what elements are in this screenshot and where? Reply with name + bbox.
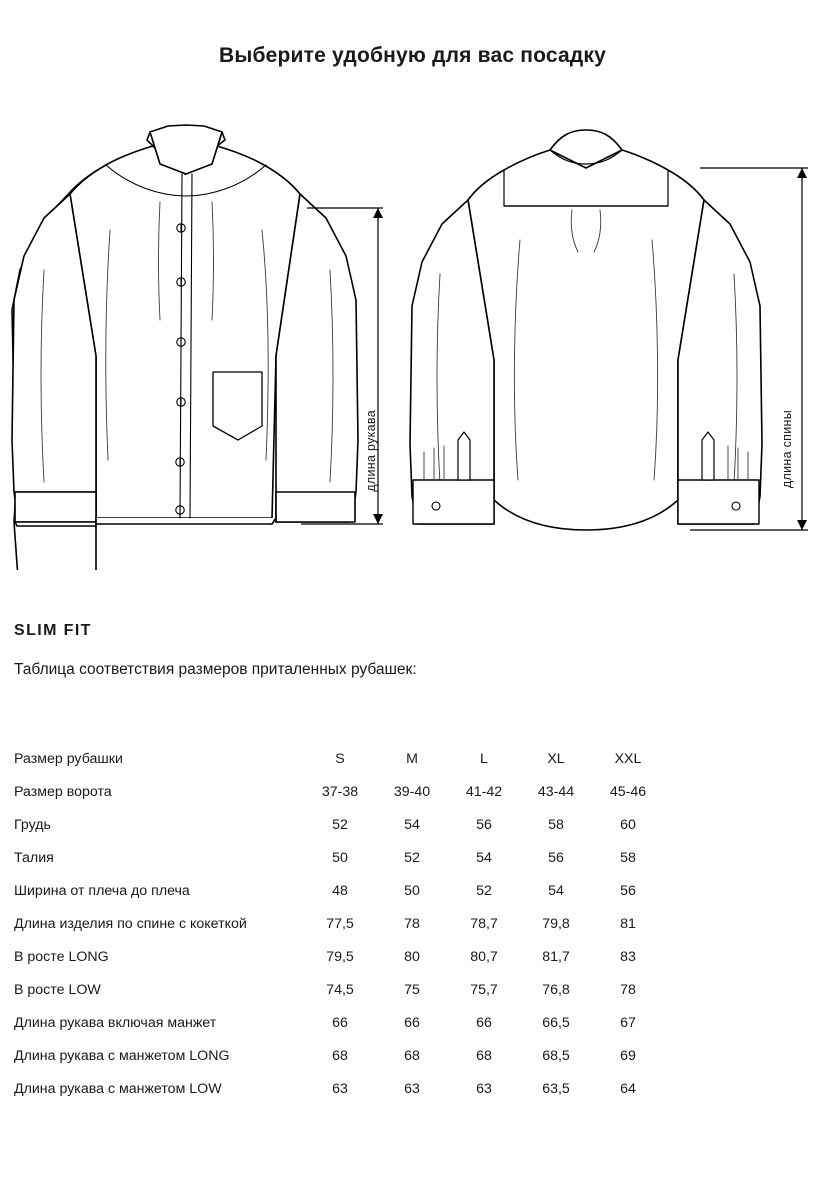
size-table bbox=[14, 742, 664, 1105]
row-label: Ширина от плеча до плеча bbox=[14, 883, 190, 899]
cell: 56 bbox=[548, 850, 564, 866]
cell: 58 bbox=[620, 850, 636, 866]
page-title: Выберите удобную для вас посадку bbox=[218, 44, 607, 67]
table-row bbox=[14, 1072, 664, 1105]
cell: 45-46 bbox=[609, 784, 647, 800]
cell: 66 bbox=[476, 1015, 492, 1031]
cell: 81 bbox=[620, 916, 636, 932]
cell: 50 bbox=[404, 883, 420, 899]
cell: 76,8 bbox=[542, 982, 570, 998]
row-label: Длина рукава включая манжет bbox=[14, 1015, 217, 1031]
table-row bbox=[14, 841, 664, 874]
cell: 37-38 bbox=[321, 784, 359, 800]
table-row bbox=[14, 808, 664, 841]
cell: 80 bbox=[404, 949, 420, 965]
fit-subtitle: Таблица соответствия размеров приталенных рубашек: bbox=[14, 661, 417, 678]
row-label: В росте LONG bbox=[14, 949, 109, 965]
row-label: Грудь bbox=[14, 817, 51, 833]
table-row bbox=[14, 940, 664, 973]
table-column-m: M bbox=[406, 751, 418, 767]
cell: 79,5 bbox=[326, 949, 354, 965]
table-row bbox=[14, 775, 664, 808]
cell: 50 bbox=[332, 850, 348, 866]
cell: 66 bbox=[404, 1015, 420, 1031]
table-column-s: S bbox=[335, 751, 345, 767]
cell: 81,7 bbox=[542, 949, 570, 965]
cell: 64 bbox=[620, 1081, 636, 1097]
cell: 56 bbox=[620, 883, 636, 899]
cell: 66,5 bbox=[542, 1015, 570, 1031]
shirt-front-illustration bbox=[0, 110, 400, 570]
fit-name: SLIM FIT bbox=[14, 622, 92, 639]
cell: 63 bbox=[332, 1081, 348, 1097]
table-header-row bbox=[14, 742, 664, 775]
cell: 78 bbox=[404, 916, 420, 932]
cell: 78,7 bbox=[470, 916, 498, 932]
cell: 63 bbox=[404, 1081, 420, 1097]
row-label: Длина рукава с манжетом LOW bbox=[14, 1081, 222, 1097]
cell: 43-44 bbox=[537, 784, 575, 800]
row-label: Талия bbox=[14, 850, 54, 866]
cell: 39-40 bbox=[393, 784, 431, 800]
cell: 68 bbox=[404, 1048, 420, 1064]
row-label: Длина изделия по спине с кокеткой bbox=[14, 916, 247, 932]
table-row bbox=[14, 907, 664, 940]
cell: 83 bbox=[620, 949, 636, 965]
row-label: В росте LOW bbox=[14, 982, 101, 998]
table-column-l: L bbox=[480, 751, 488, 767]
cell: 54 bbox=[404, 817, 420, 833]
table-row bbox=[14, 1006, 664, 1039]
cell: 48 bbox=[332, 883, 348, 899]
cell: 68 bbox=[476, 1048, 492, 1064]
cell: 75,7 bbox=[470, 982, 498, 998]
row-label: Размер ворота bbox=[14, 784, 112, 800]
cell: 75 bbox=[404, 982, 420, 998]
cell: 52 bbox=[332, 817, 348, 833]
cell: 80,7 bbox=[470, 949, 498, 965]
table-row bbox=[14, 1039, 664, 1072]
shirt-diagram bbox=[0, 110, 825, 570]
cell: 54 bbox=[476, 850, 492, 866]
cell: 67 bbox=[620, 1015, 636, 1031]
cell: 41-42 bbox=[465, 784, 503, 800]
cell: 78 bbox=[620, 982, 636, 998]
table-column-xxl: XXL bbox=[614, 751, 642, 767]
cell: 63,5 bbox=[542, 1081, 570, 1097]
table-row bbox=[14, 874, 664, 907]
cell: 56 bbox=[476, 817, 492, 833]
shirt-back-illustration bbox=[400, 110, 820, 570]
cell: 58 bbox=[548, 817, 564, 833]
cell: 66 bbox=[332, 1015, 348, 1031]
table-row bbox=[14, 973, 664, 1006]
sleeve-length-label: длина рукава bbox=[364, 410, 378, 492]
cell: 74,5 bbox=[326, 982, 354, 998]
cell: 68,5 bbox=[542, 1048, 570, 1064]
cell: 77,5 bbox=[326, 916, 354, 932]
cell: 54 bbox=[548, 883, 564, 899]
table-column-xl: XL bbox=[547, 751, 565, 767]
cell: 52 bbox=[476, 883, 492, 899]
row-label: Длина рукава с манжетом LONG bbox=[14, 1048, 230, 1064]
back-length-label: длина спины bbox=[780, 410, 794, 489]
cell: 63 bbox=[476, 1081, 492, 1097]
cell: 69 bbox=[620, 1048, 636, 1064]
table-header-label: Размер рубашки bbox=[14, 751, 123, 767]
cell: 79,8 bbox=[542, 916, 570, 932]
cell: 68 bbox=[332, 1048, 348, 1064]
cell: 60 bbox=[620, 817, 636, 833]
cell: 52 bbox=[404, 850, 420, 866]
